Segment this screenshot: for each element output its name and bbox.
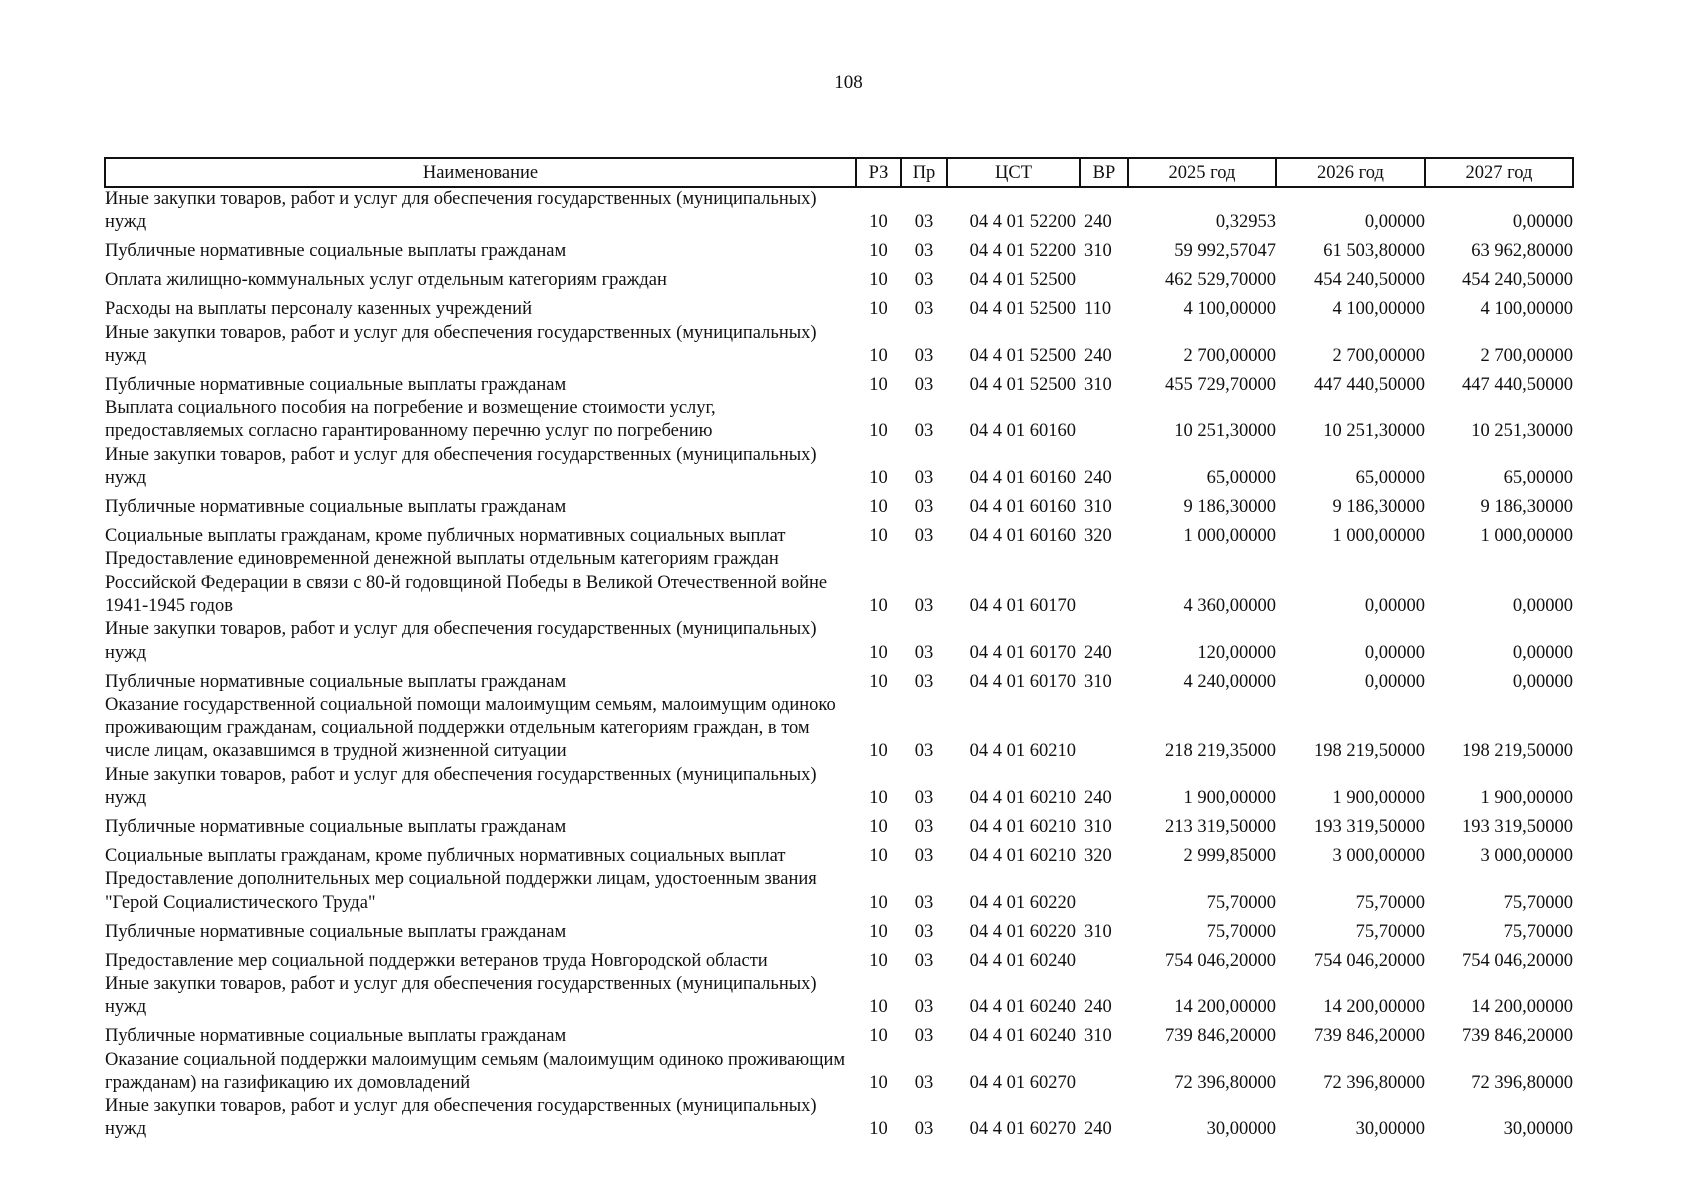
row-vr bbox=[1080, 944, 1128, 973]
row-vr: 310 bbox=[1084, 921, 1112, 942]
row-pr: 03 bbox=[914, 212, 934, 233]
row-name: Социальные выплаты гражданам, кроме публичных нормативных социальных выплат bbox=[105, 526, 786, 547]
table-row bbox=[105, 810, 1573, 839]
row-name: Публичные нормативные социальные выплаты гражданам bbox=[105, 241, 567, 262]
row-cst: 04 4 01 60270 bbox=[969, 1072, 1076, 1093]
row-name: Публичные нормативные социальные выплаты гражданам bbox=[105, 374, 567, 395]
row-name: Иные закупки товаров, работ и услуг для обеспечения государственных (муниципальных) нужд bbox=[105, 973, 817, 1018]
row-pr: 03 bbox=[914, 1119, 934, 1140]
row-value-2026: 30,00000 bbox=[1355, 1119, 1425, 1140]
row-value-2027: 30,00000 bbox=[1503, 1119, 1573, 1140]
row-rz: 10 bbox=[869, 497, 888, 518]
row-rz: 10 bbox=[869, 921, 888, 942]
row-value-2027: 65,00000 bbox=[1503, 468, 1573, 489]
row-vr: 310 bbox=[1084, 671, 1112, 692]
row-rz: 10 bbox=[869, 299, 888, 320]
row-vr bbox=[1080, 1049, 1128, 1096]
row-name: Публичные нормативные социальные выплаты гражданам bbox=[105, 921, 567, 942]
row-pr: 03 bbox=[914, 741, 934, 762]
row-name: Иные закупки товаров, работ и услуг для обеспечения государственных (муниципальных) нужд bbox=[105, 189, 817, 233]
row-name: Предоставление дополнительных мер социальной поддержки лицам, удостоенным звания "Герой Социалистического Труда" bbox=[105, 869, 817, 913]
row-value-2027: 9 186,30000 bbox=[1480, 497, 1573, 518]
table-row bbox=[105, 490, 1573, 519]
row-value-2026: 2 700,00000 bbox=[1332, 345, 1425, 366]
row-cst: 04 4 01 60210 bbox=[969, 788, 1076, 809]
row-value-2027: 10 251,30000 bbox=[1471, 421, 1573, 442]
row-vr bbox=[1080, 264, 1128, 293]
row-vr: 110 bbox=[1084, 299, 1112, 320]
row-value-2027: 454 240,50000 bbox=[1462, 270, 1573, 291]
row-vr: 310 bbox=[1084, 497, 1112, 518]
table-row bbox=[105, 868, 1573, 915]
row-value-2026: 1 900,00000 bbox=[1332, 788, 1425, 809]
row-name: Иные закупки товаров, работ и услуг для обеспечения государственных (муниципальных) нужд bbox=[105, 764, 817, 809]
table-row bbox=[105, 764, 1573, 811]
page-number: 108 bbox=[834, 72, 863, 93]
row-pr: 03 bbox=[914, 921, 934, 942]
row-vr bbox=[1080, 868, 1128, 915]
row-value-2025: 72 396,80000 bbox=[1174, 1072, 1276, 1093]
row-cst: 04 4 01 52500 bbox=[969, 374, 1076, 395]
row-value-2026: 739 846,20000 bbox=[1314, 1026, 1425, 1047]
row-rz: 10 bbox=[869, 241, 888, 262]
row-pr: 03 bbox=[914, 642, 934, 663]
row-rz: 10 bbox=[869, 421, 888, 442]
row-pr: 03 bbox=[914, 788, 934, 809]
row-value-2025: 1 900,00000 bbox=[1183, 788, 1276, 809]
table-body bbox=[105, 187, 1573, 1142]
row-vr: 240 bbox=[1084, 1119, 1112, 1140]
table-row bbox=[105, 618, 1573, 665]
row-cst: 04 4 01 52500 bbox=[969, 270, 1076, 291]
row-cst: 04 4 01 60270 bbox=[969, 1119, 1076, 1140]
row-pr: 03 bbox=[914, 270, 934, 291]
row-value-2026: 3 000,00000 bbox=[1332, 846, 1425, 867]
row-pr: 03 bbox=[914, 374, 934, 395]
row-value-2026: 4 100,00000 bbox=[1332, 299, 1425, 320]
table-row bbox=[105, 1020, 1573, 1049]
row-vr bbox=[1080, 397, 1128, 444]
table-row bbox=[105, 548, 1573, 618]
row-vr: 240 bbox=[1084, 468, 1112, 489]
row-value-2026: 61 503,80000 bbox=[1323, 241, 1425, 262]
row-value-2025: 2 700,00000 bbox=[1183, 345, 1276, 366]
row-name: Оплата жилищно-коммунальных услуг отдельным категориям граждан bbox=[105, 270, 667, 291]
row-value-2027: 0,00000 bbox=[1512, 671, 1573, 692]
row-cst: 04 4 01 60170 bbox=[969, 595, 1076, 616]
row-value-2027: 75,70000 bbox=[1503, 892, 1573, 913]
row-value-2026: 0,00000 bbox=[1364, 595, 1425, 616]
row-pr: 03 bbox=[914, 345, 934, 366]
row-cst: 04 4 01 52500 bbox=[969, 345, 1076, 366]
row-value-2027: 754 046,20000 bbox=[1462, 950, 1573, 971]
row-vr bbox=[1080, 548, 1128, 618]
row-cst: 04 4 01 52500 bbox=[969, 299, 1076, 320]
row-value-2026: 14 200,00000 bbox=[1323, 997, 1425, 1018]
row-pr: 03 bbox=[914, 595, 934, 616]
row-value-2025: 75,70000 bbox=[1206, 892, 1276, 913]
row-value-2027: 0,00000 bbox=[1512, 212, 1573, 233]
row-value-2027: 739 846,20000 bbox=[1462, 1026, 1573, 1047]
row-cst: 04 4 01 60160 bbox=[969, 526, 1076, 547]
row-pr: 03 bbox=[914, 497, 934, 518]
row-value-2025: 14 200,00000 bbox=[1174, 997, 1276, 1018]
row-name: Предоставление мер социальной поддержки ветеранов труда Новгородской области bbox=[105, 950, 768, 971]
row-name: Публичные нормативные социальные выплаты гражданам bbox=[105, 671, 567, 692]
row-vr: 310 bbox=[1084, 241, 1112, 262]
row-value-2025: 2 999,85000 bbox=[1183, 846, 1276, 867]
row-value-2026: 193 319,50000 bbox=[1314, 817, 1425, 838]
row-pr: 03 bbox=[914, 526, 934, 547]
row-pr: 03 bbox=[914, 468, 934, 489]
header-rz: РЗ bbox=[856, 158, 901, 187]
header-cst: ЦСТ bbox=[947, 158, 1080, 187]
row-rz: 10 bbox=[869, 595, 888, 616]
row-name: Расходы на выплаты персоналу казенных учреждений bbox=[105, 299, 532, 320]
header-2027: 2027 год bbox=[1425, 158, 1573, 187]
header-pr: Пр bbox=[901, 158, 947, 187]
row-cst: 04 4 01 60160 bbox=[969, 468, 1076, 489]
row-pr: 03 bbox=[914, 892, 934, 913]
row-pr: 03 bbox=[914, 997, 934, 1018]
row-rz: 10 bbox=[869, 950, 888, 971]
row-value-2027: 4 100,00000 bbox=[1480, 299, 1573, 320]
row-rz: 10 bbox=[869, 671, 888, 692]
table-row bbox=[105, 1095, 1573, 1142]
row-rz: 10 bbox=[869, 345, 888, 366]
row-value-2027: 1 900,00000 bbox=[1480, 788, 1573, 809]
row-vr: 240 bbox=[1084, 788, 1112, 809]
header-2025: 2025 год bbox=[1128, 158, 1276, 187]
row-cst: 04 4 01 60220 bbox=[969, 921, 1076, 942]
row-rz: 10 bbox=[869, 846, 888, 867]
row-rz: 10 bbox=[869, 642, 888, 663]
row-cst: 04 4 01 52200 bbox=[969, 241, 1076, 262]
row-vr bbox=[1080, 694, 1128, 764]
row-pr: 03 bbox=[914, 817, 934, 838]
table-row bbox=[105, 235, 1573, 264]
row-vr: 240 bbox=[1084, 997, 1112, 1018]
row-vr: 320 bbox=[1084, 526, 1112, 547]
row-vr: 310 bbox=[1084, 374, 1112, 395]
row-cst: 04 4 01 60160 bbox=[969, 497, 1076, 518]
row-value-2027: 72 396,80000 bbox=[1471, 1072, 1573, 1093]
row-pr: 03 bbox=[914, 846, 934, 867]
row-name: Выплата социального пособия на погребение и возмещение стоимости услуг, предоставляемых согласно гарантированному перечню услуг по погребению bbox=[105, 398, 716, 442]
row-pr: 03 bbox=[914, 241, 934, 262]
row-vr: 310 bbox=[1084, 1026, 1112, 1047]
row-value-2026: 75,70000 bbox=[1355, 921, 1425, 942]
row-rz: 10 bbox=[869, 741, 888, 762]
row-value-2025: 30,00000 bbox=[1206, 1119, 1276, 1140]
row-rz: 10 bbox=[869, 1072, 888, 1093]
row-vr: 240 bbox=[1084, 642, 1112, 663]
table-row bbox=[105, 519, 1573, 548]
row-rz: 10 bbox=[869, 212, 888, 233]
row-value-2025: 0,32953 bbox=[1215, 212, 1276, 233]
table-row bbox=[105, 322, 1573, 369]
row-value-2025: 4 240,00000 bbox=[1183, 671, 1276, 692]
table-row bbox=[105, 187, 1573, 235]
row-cst: 04 4 01 60170 bbox=[969, 642, 1076, 663]
row-vr: 240 bbox=[1084, 345, 1112, 366]
row-name: Публичные нормативные социальные выплаты гражданам bbox=[105, 1026, 567, 1047]
table-row bbox=[105, 397, 1573, 444]
row-value-2026: 754 046,20000 bbox=[1314, 950, 1425, 971]
row-value-2025: 9 186,30000 bbox=[1183, 497, 1276, 518]
row-rz: 10 bbox=[869, 374, 888, 395]
table-row bbox=[105, 444, 1573, 491]
header-vr: ВР bbox=[1080, 158, 1128, 187]
row-value-2025: 218 219,35000 bbox=[1165, 741, 1276, 762]
table-row bbox=[105, 1049, 1573, 1096]
header-name: Наименование bbox=[105, 158, 856, 187]
table-row bbox=[105, 915, 1573, 944]
row-cst: 04 4 01 60220 bbox=[969, 892, 1076, 913]
table-row bbox=[105, 944, 1573, 973]
row-value-2025: 1 000,00000 bbox=[1183, 526, 1276, 547]
table-header-row bbox=[105, 158, 1573, 187]
table-row bbox=[105, 694, 1573, 764]
table-row bbox=[105, 973, 1573, 1020]
table-row bbox=[105, 839, 1573, 868]
row-value-2027: 14 200,00000 bbox=[1471, 997, 1573, 1018]
row-value-2026: 454 240,50000 bbox=[1314, 270, 1425, 291]
budget-table bbox=[104, 157, 1574, 1142]
row-value-2027: 63 962,80000 bbox=[1471, 241, 1573, 262]
row-name: Иные закупки товаров, работ и услуг для обеспечения государственных (муниципальных) нужд bbox=[105, 322, 817, 366]
row-value-2025: 10 251,30000 bbox=[1174, 421, 1276, 442]
row-value-2026: 1 000,00000 bbox=[1332, 526, 1425, 547]
row-value-2025: 75,70000 bbox=[1206, 921, 1276, 942]
row-value-2025: 213 319,50000 bbox=[1165, 817, 1276, 838]
row-pr: 03 bbox=[914, 1026, 934, 1047]
row-vr: 320 bbox=[1084, 846, 1112, 867]
row-cst: 04 4 01 60240 bbox=[969, 997, 1076, 1018]
table-row bbox=[105, 368, 1573, 397]
row-value-2025: 462 529,70000 bbox=[1165, 270, 1276, 291]
row-value-2026: 447 440,50000 bbox=[1314, 374, 1425, 395]
row-pr: 03 bbox=[914, 421, 934, 442]
row-value-2026: 9 186,30000 bbox=[1332, 497, 1425, 518]
row-name: Предоставление единовременной денежной выплаты отдельным категориям граждан Российской Федерации в связи с 80-й годовщиной Победы в Великой Отечественной войне 1941-1945 годов bbox=[105, 549, 828, 616]
row-vr: 240 bbox=[1084, 212, 1112, 233]
row-value-2026: 65,00000 bbox=[1355, 468, 1425, 489]
table-row bbox=[105, 264, 1573, 293]
row-cst: 04 4 01 60170 bbox=[969, 671, 1076, 692]
row-cst: 04 4 01 60240 bbox=[969, 1026, 1076, 1047]
row-name: Социальные выплаты гражданам, кроме публичных нормативных социальных выплат bbox=[105, 846, 786, 867]
row-value-2026: 10 251,30000 bbox=[1323, 421, 1425, 442]
row-value-2027: 447 440,50000 bbox=[1462, 374, 1573, 395]
table-row bbox=[105, 665, 1573, 694]
row-value-2026: 0,00000 bbox=[1364, 671, 1425, 692]
row-value-2025: 4 100,00000 bbox=[1183, 299, 1276, 320]
row-cst: 04 4 01 60160 bbox=[969, 421, 1076, 442]
row-value-2025: 65,00000 bbox=[1206, 468, 1276, 489]
row-name: Иные закупки товаров, работ и услуг для обеспечения государственных (муниципальных) нужд bbox=[105, 444, 817, 489]
row-rz: 10 bbox=[869, 892, 888, 913]
row-cst: 04 4 01 52200 bbox=[969, 212, 1076, 233]
row-value-2027: 198 219,50000 bbox=[1462, 741, 1573, 762]
row-pr: 03 bbox=[914, 671, 934, 692]
row-pr: 03 bbox=[914, 950, 934, 971]
row-value-2025: 739 846,20000 bbox=[1165, 1026, 1276, 1047]
row-value-2025: 4 360,00000 bbox=[1183, 595, 1276, 616]
row-value-2026: 72 396,80000 bbox=[1323, 1072, 1425, 1093]
table-row bbox=[105, 293, 1573, 322]
row-cst: 04 4 01 60210 bbox=[969, 741, 1076, 762]
row-pr: 03 bbox=[914, 1072, 934, 1093]
row-pr: 03 bbox=[914, 299, 934, 320]
row-value-2025: 754 046,20000 bbox=[1165, 950, 1276, 971]
row-value-2026: 0,00000 bbox=[1364, 212, 1425, 233]
row-cst: 04 4 01 60210 bbox=[969, 817, 1076, 838]
row-value-2025: 120,00000 bbox=[1197, 642, 1276, 663]
row-name: Публичные нормативные социальные выплаты гражданам bbox=[105, 497, 567, 518]
row-name: Оказание государственной социальной помощи малоимущим семьям, малоимущим одиноко проживающим гражданам, социальной поддержки отдельным категориям граждан, в том числе лицам, оказавшимся в трудной жизненной ситуации bbox=[105, 694, 836, 762]
row-rz: 10 bbox=[869, 788, 888, 809]
row-value-2027: 75,70000 bbox=[1503, 921, 1573, 942]
row-value-2026: 75,70000 bbox=[1355, 892, 1425, 913]
row-rz: 10 bbox=[869, 1026, 888, 1047]
row-value-2027: 193 319,50000 bbox=[1462, 817, 1573, 838]
row-rz: 10 bbox=[869, 270, 888, 291]
row-value-2027: 0,00000 bbox=[1512, 595, 1573, 616]
row-value-2027: 2 700,00000 bbox=[1480, 345, 1573, 366]
row-rz: 10 bbox=[869, 817, 888, 838]
header-2026: 2026 год bbox=[1276, 158, 1425, 187]
row-value-2027: 1 000,00000 bbox=[1480, 526, 1573, 547]
row-value-2025: 455 729,70000 bbox=[1165, 374, 1276, 395]
row-name: Оказание социальной поддержки малоимущим семьям (малоимущим одиноко проживающим гражданам) на газификацию их домовладений bbox=[105, 1049, 846, 1093]
row-rz: 10 bbox=[869, 1119, 888, 1140]
row-rz: 10 bbox=[869, 526, 888, 547]
row-rz: 10 bbox=[869, 468, 888, 489]
row-value-2027: 0,00000 bbox=[1512, 642, 1573, 663]
row-vr: 310 bbox=[1084, 817, 1112, 838]
row-name: Иные закупки товаров, работ и услуг для обеспечения государственных (муниципальных) нужд bbox=[105, 1096, 817, 1140]
row-name: Публичные нормативные социальные выплаты гражданам bbox=[105, 817, 567, 838]
row-value-2026: 198 219,50000 bbox=[1314, 741, 1425, 762]
row-name: Иные закупки товаров, работ и услуг для обеспечения государственных (муниципальных) нужд bbox=[105, 619, 817, 663]
row-value-2026: 0,00000 bbox=[1364, 642, 1425, 663]
row-cst: 04 4 01 60210 bbox=[969, 846, 1076, 867]
row-cst: 04 4 01 60240 bbox=[969, 950, 1076, 971]
row-rz: 10 bbox=[869, 997, 888, 1018]
row-value-2027: 3 000,00000 bbox=[1480, 846, 1573, 867]
row-value-2025: 59 992,57047 bbox=[1174, 241, 1276, 262]
